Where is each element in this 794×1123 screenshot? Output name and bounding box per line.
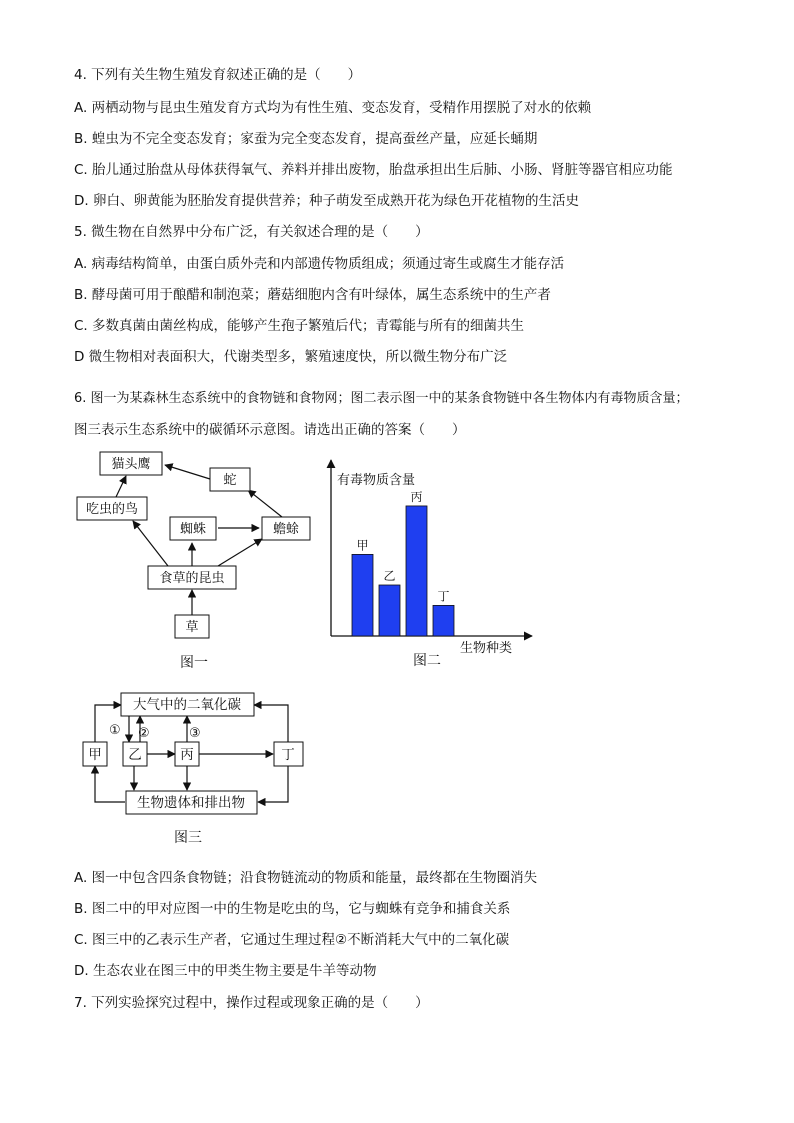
fig2-bar-label-0: 甲: [356, 538, 369, 553]
fig3-node-yi: [123, 742, 147, 766]
fig1-caption: 图一: [180, 655, 208, 671]
q7-stem: 7. 下列实验探究过程中，操作过程或现象正确的是（ ）: [74, 995, 429, 1011]
fig3-remains-label: 生物遗体和排出物: [137, 795, 245, 811]
fig1-grass-label: 草: [185, 620, 199, 635]
fig1-food-web: [77, 452, 310, 671]
fig1-node-toad: [262, 517, 310, 540]
q4-option-b: B. 蝗虫为不完全变态发育；家蚕为完全变态发育，提高蚕丝产量，应延长蛹期: [74, 131, 538, 147]
fig2-bar-3: [433, 605, 454, 636]
fig3-node-remains: [126, 791, 257, 814]
fig1-node-grass: [175, 615, 209, 638]
fig2-bar-label-1: 乙: [383, 569, 396, 583]
fig2-bar-label-2: 丙: [410, 489, 423, 504]
fig2-caption: 图二: [413, 653, 441, 669]
q5-option-a: A. 病毒结构简单，由蛋白质外壳和内部遗传物质组成；须通过寄生或腐生才能存活: [74, 256, 565, 272]
fig3-node-ding: [274, 742, 303, 766]
fig2-chart: [331, 460, 532, 669]
fig1-snake-label: 蛇: [223, 473, 237, 488]
fig1-insect-label: 食草的昆虫: [159, 571, 225, 586]
fig1-node-bird: [77, 497, 147, 520]
fig3-ding-label: 丁: [281, 747, 295, 763]
fig1-node-spider: [170, 517, 216, 540]
q5-option-d: D 微生物相对表面积大，代谢类型多，繁殖速度快，所以微生物分布广泛: [74, 349, 508, 365]
q5-option-b: B. 酵母菌可用于酿醋和制泡菜；蘑菇细胞内含有叶绿体，属生态系统中的生产者: [74, 287, 551, 303]
q4-option-d: D. 卵白、卵黄能为胚胎发育提供营养；种子萌发至成熟开花为绿色开花植物的生活史: [74, 193, 579, 209]
fig1-spider-label: 蜘蛛: [179, 522, 207, 537]
fig3-node-atmosphere: [121, 693, 254, 716]
fig3-atmosphere-label: 大气中的二氧化碳: [133, 697, 241, 713]
fig2-x-label: 生物种类: [460, 641, 513, 656]
fig2-bar-2: [406, 506, 427, 636]
q6-option-c: C. 图三中的乙表示生产者，它通过生理过程②不断消耗大气中的二氧化碳: [74, 932, 510, 948]
fig3-marker-2: ②: [138, 726, 150, 741]
q6-stem-line1: 6. 图一为某森林生态系统中的食物链和食物网；图二表示图一中的某条食物链中各生物体内有毒物质含量；: [74, 391, 689, 406]
q4-stem: 4. 下列有关生物生殖发育叙述正确的是（ ）: [74, 67, 362, 83]
q5-stem: 5. 微生物在自然界中分布广泛，有关叙述合理的是（ ）: [74, 224, 429, 240]
fig1-bird-label: 吃虫的鸟: [85, 502, 139, 517]
fig3-jia-label: 甲: [88, 747, 102, 763]
fig1-node-owl: [100, 452, 162, 475]
q4-option-c: C. 胎儿通过胎盘从母体获得氧气、养料并排出废物，胎盘承担出生后肺、小肠、肾脏等器官相应功能: [74, 162, 673, 178]
fig2-bars: [352, 490, 454, 636]
fig3-caption: 图三: [174, 830, 202, 846]
fig1-node-insect: [148, 566, 236, 589]
fig3-marker-3: ③: [189, 726, 201, 741]
fig3-node-bing: [175, 742, 199, 766]
q5-option-c: C. 多数真菌由菌丝构成，能够产生孢子繁殖后代；青霉能与所有的细菌共生: [74, 318, 525, 334]
fig3-carbon-cycle: [83, 693, 303, 846]
q6-option-a: A. 图一中包含四条食物链；沿食物链流动的物质和能量，最终都在生物圈消失: [74, 870, 538, 886]
fig2-bar-label-3: 丁: [437, 589, 450, 604]
fig3-marker-1: ①: [109, 723, 121, 738]
fig1-owl-label: 猫头鹰: [111, 457, 151, 472]
q6-option-b: B. 图二中的甲对应图一中的生物是吃虫的鸟，它与蜘蛛有竞争和捕食关系: [74, 901, 511, 917]
fig3-yi-label: 乙: [128, 747, 142, 763]
fig3-node-jia: [83, 742, 107, 766]
q4-option-a: A. 两栖动物与昆虫生殖发育方式均为有性生殖、变态发育，受精作用摆脱了对水的依赖: [74, 100, 592, 116]
fig2-bar-0: [352, 554, 373, 636]
q6-stem-line2: 图三表示生态系统中的碳循环示意图。请选出正确的答案（ ）: [74, 422, 466, 438]
fig3-bing-label: 丙: [180, 747, 194, 763]
fig1-toad-label: 蟾蜍: [272, 522, 300, 537]
fig2-y-label: 有毒物质含量: [337, 473, 416, 488]
q6-option-d: D. 生态农业在图三中的甲类生物主要是牛羊等动物: [74, 963, 377, 979]
fig2-bar-1: [379, 585, 400, 636]
fig1-node-snake: [210, 468, 250, 491]
